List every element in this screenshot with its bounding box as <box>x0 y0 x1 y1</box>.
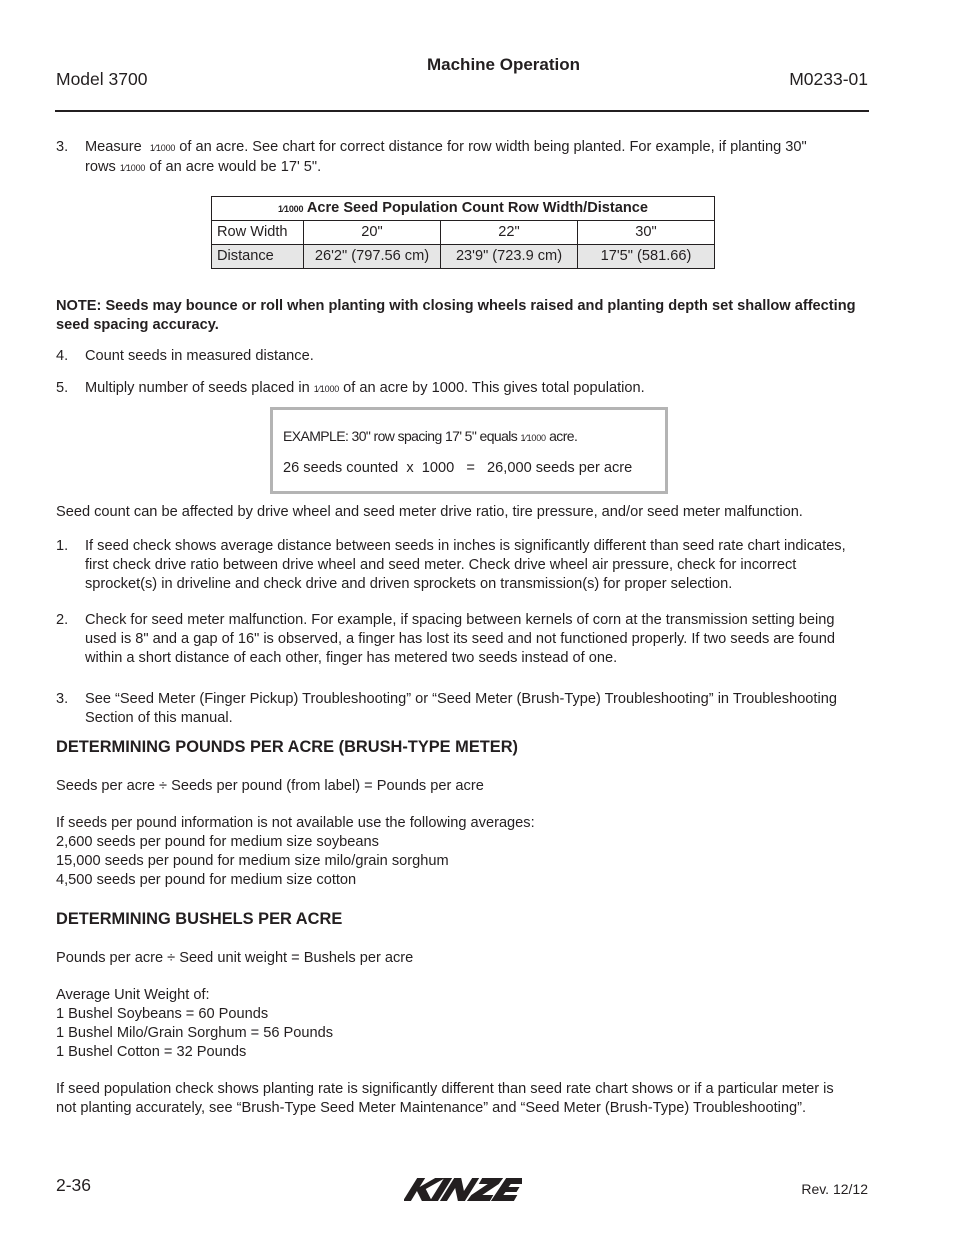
step-text <box>85 138 865 178</box>
step-number: 5. <box>56 380 69 396</box>
list-item: 1 Bushel Milo/Grain Sorghum = 56 Pounds <box>56 1025 334 1041</box>
table-cell: 26'2" (797.56 cm) <box>304 245 441 269</box>
table-caption-row <box>212 197 715 221</box>
step-text: Count seeds in measured distance. <box>85 348 314 364</box>
step-number: 3. <box>56 691 69 707</box>
step-text-part: of an acre would be 17' 5". <box>149 159 322 175</box>
table-cell: 20" <box>304 221 441 245</box>
paragraph: If seed population check shows planting rate is significantly different than seed rate chart shows or if a particular meter is not planting accurately, see “Brush-Type Seed Meter Maintenance” and “Seed Meter (Brush-Type) Troubleshooting”. <box>56 1081 834 1116</box>
step-number: 2. <box>56 612 69 628</box>
step-text-part: rows <box>85 159 116 175</box>
example-line <box>283 427 577 448</box>
example-calculation: 26 seeds counted x 1000 = 26,000 seeds per acre <box>283 460 633 476</box>
step-text: Check for seed meter malfunction. For example, if spacing between kernels of corn at the transmission setting being used is 8" and a gap of 16" is observed, a finger has lost its seed and not functioned properly. If two seeds are found within a short distance of each other, finger has metered two seeds instead of one. <box>85 612 835 666</box>
step-number: 3. <box>56 139 69 155</box>
list-item: 1 Bushel Cotton = 32 Pounds <box>56 1044 247 1060</box>
header-section-title: Machine Operation <box>426 55 581 74</box>
table-cell: 30" <box>578 221 715 245</box>
table-cell: Distance <box>212 245 304 269</box>
fraction: 1⁄1000 <box>149 143 176 153</box>
table-caption-text: Acre Seed Population Count Row Width/Distance <box>306 199 649 216</box>
step-text: If seed check shows average distance between seeds in inches is significantly different than seed rate chart indicates, first check drive ratio between drive wheel and seed meter. Check drive wheel air pressure, check for incorrect sprocket(s) in driveline and check drive and driven sprockets on transmission(s) for proper selection. <box>85 538 846 592</box>
example-text-part: acre. <box>549 428 578 444</box>
list-item: 2,600 seeds per pound for medium size soybeans <box>56 834 379 850</box>
kinze-logo-graphic <box>404 1176 522 1204</box>
formula: Seeds per acre ÷ Seeds per pound (from label) = Pounds per acre <box>56 778 484 794</box>
kinze-logo <box>404 1176 522 1204</box>
step-text-part: Multiply number of seeds placed in <box>85 380 310 396</box>
fraction: 1⁄1000 <box>313 384 340 394</box>
paragraph: If seeds per pound information is not available use the following averages: <box>56 815 535 831</box>
step-line <box>85 138 865 158</box>
table-cell: Row Width <box>212 221 304 245</box>
step-number: 4. <box>56 348 69 364</box>
step-text-part: of an acre. See chart for correct distance for row width being planted. For example, if planting 30" <box>179 139 807 155</box>
example-text-part: EXAMPLE: 30" row spacing 17' 5" equals <box>283 428 518 444</box>
formula: Pounds per acre ÷ Seed unit weight = Bushels per acre <box>56 950 414 966</box>
seed-population-table <box>211 196 715 269</box>
section-heading: DETERMINING BUSHELS PER ACRE <box>56 910 343 928</box>
list-item: 15,000 seeds per pound for medium size milo/grain sorghum <box>56 853 449 869</box>
section-heading: DETERMINING POUNDS PER ACRE (BRUSH-TYPE METER) <box>56 738 518 756</box>
table-row <box>212 245 715 269</box>
list-item: 1 Bushel Soybeans = 60 Pounds <box>56 1006 269 1022</box>
table-cell: 17'5" (581.66) <box>578 245 715 269</box>
example-box <box>270 407 668 494</box>
step-line <box>85 158 865 178</box>
fraction: 1⁄1000 <box>520 433 546 443</box>
header-rule <box>55 110 869 112</box>
table-row <box>212 221 715 245</box>
fraction: 1⁄1000 <box>119 163 146 173</box>
step-number: 1. <box>56 538 69 554</box>
table-caption <box>212 197 715 221</box>
paragraph: Average Unit Weight of: <box>56 987 210 1003</box>
fraction: 1⁄1000 <box>277 203 304 214</box>
step-text-part: of an acre by 1000. This gives total population. <box>343 380 645 396</box>
seed-count-intro: Seed count can be affected by drive wheel and seed meter drive ratio, tire pressure, and/or seed meter malfunction. <box>56 504 803 520</box>
step-text-part: Measure <box>85 139 142 155</box>
header-model: Model 3700 <box>56 69 148 89</box>
list-item: 4,500 seeds per pound for medium size cotton <box>56 872 357 888</box>
table-cell: 22" <box>441 221 578 245</box>
page-number: 2-36 <box>56 1175 92 1195</box>
header-doc-number: M0233-01 <box>789 69 868 89</box>
step-text: See “Seed Meter (Finger Pickup) Troubleshooting” or “Seed Meter (Brush-Type) Troubleshooting” in Troubleshooting Section of this manual. <box>85 691 837 726</box>
table-cell: 23'9" (723.9 cm) <box>441 245 578 269</box>
revision: Rev. 12/12 <box>801 1181 868 1197</box>
step-text <box>85 379 865 399</box>
note: NOTE: Seeds may bounce or roll when planting with closing wheels raised and planting depth set shallow affecting seed spacing accuracy. <box>56 298 856 333</box>
